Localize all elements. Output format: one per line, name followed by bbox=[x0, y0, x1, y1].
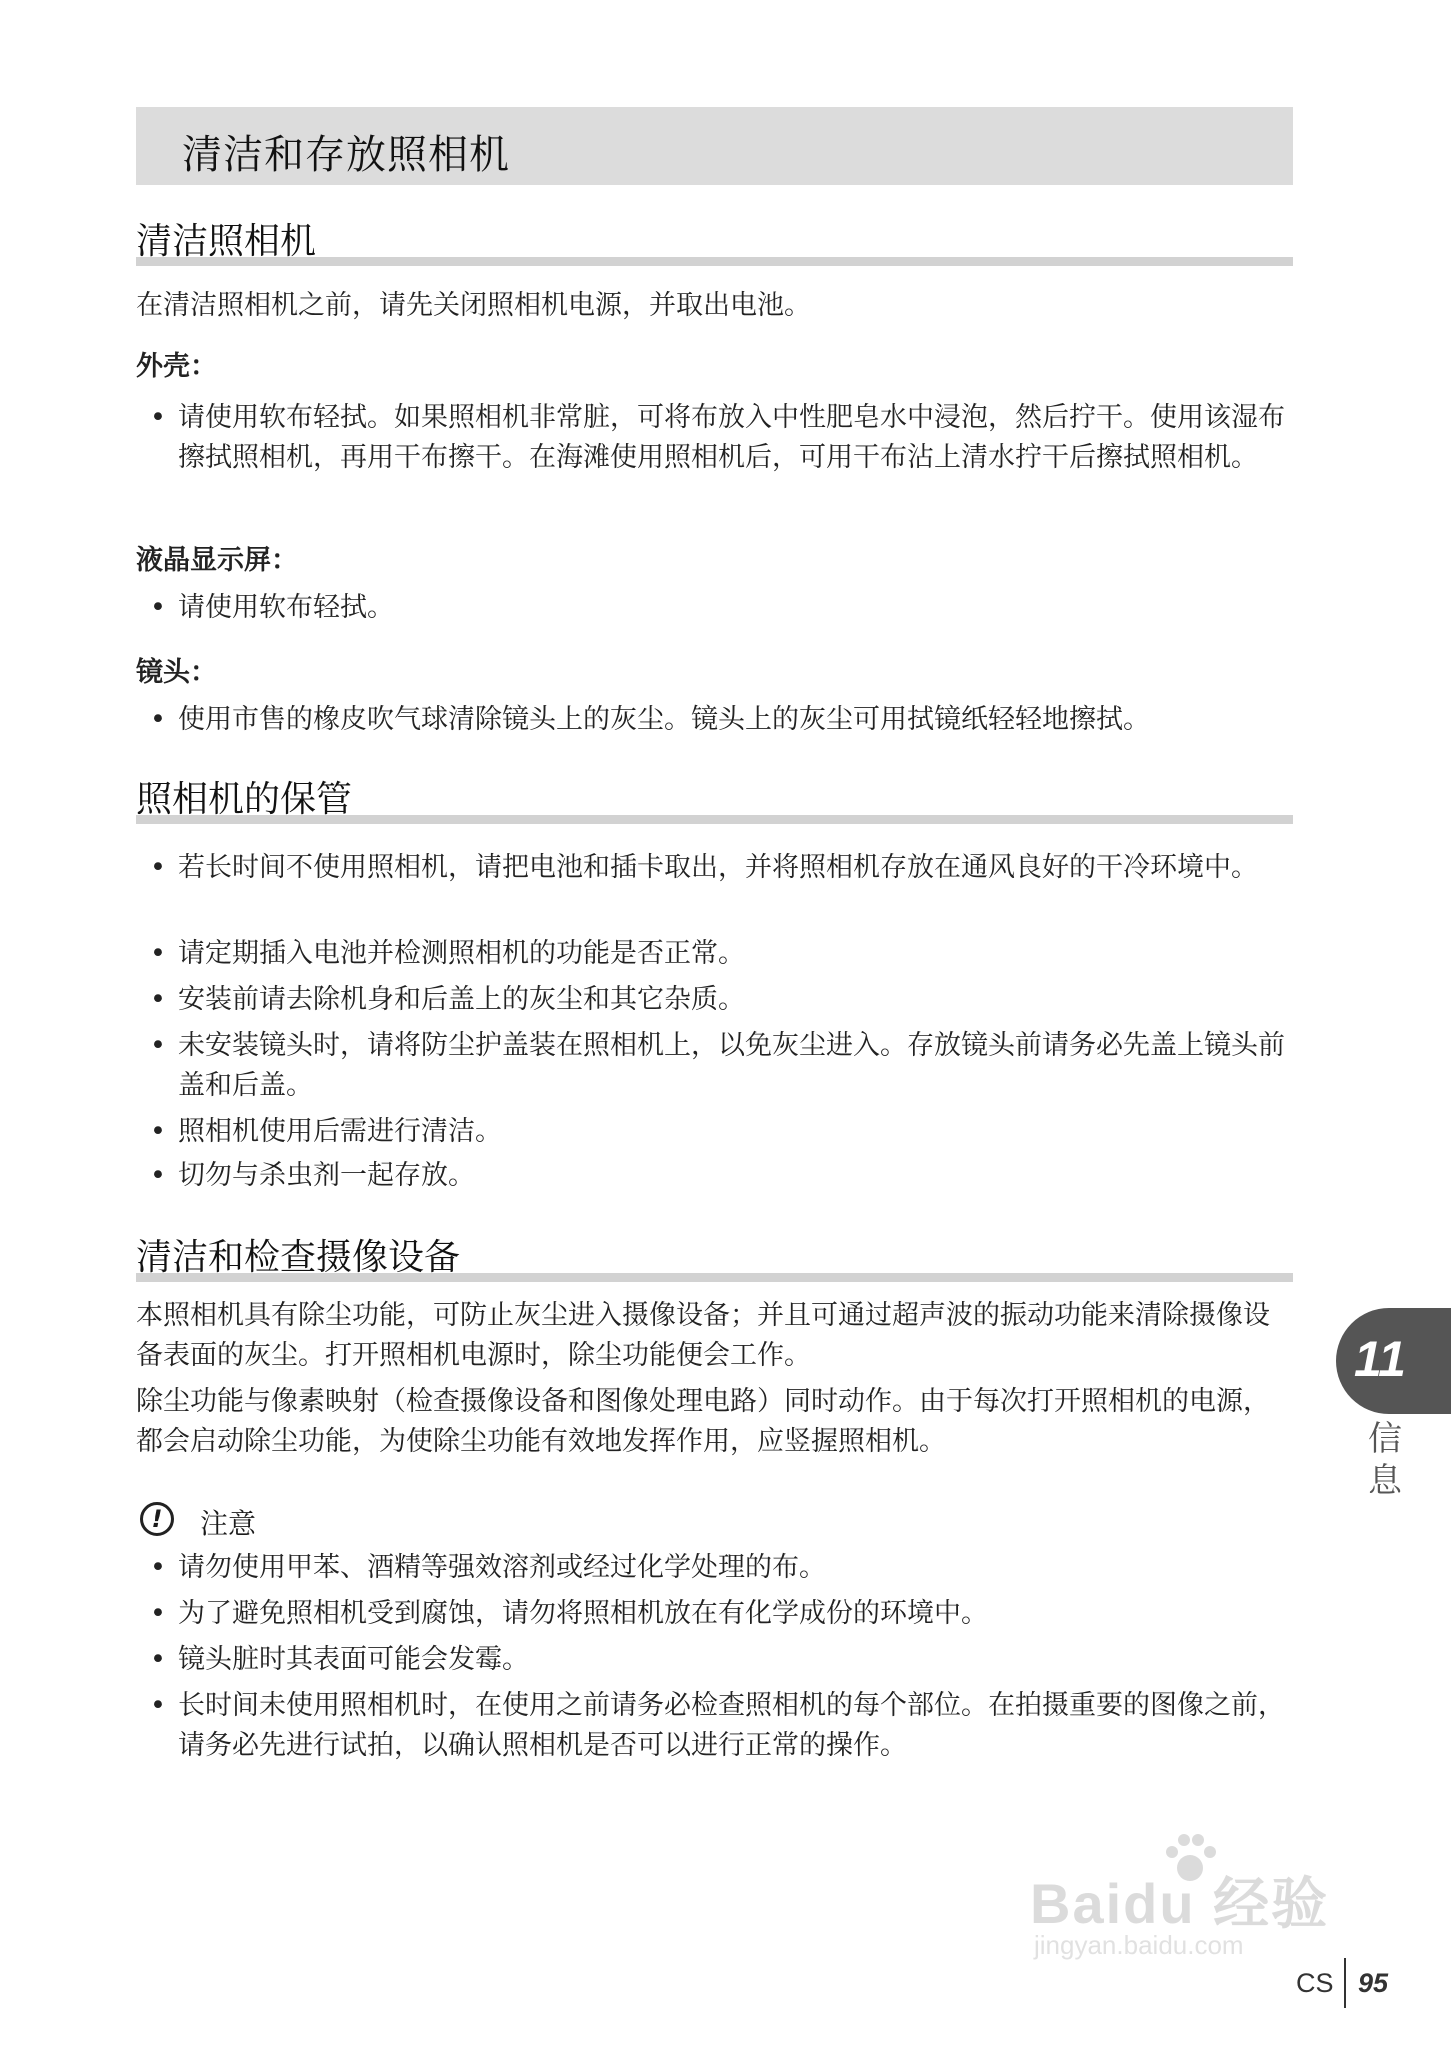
list-item-text: 照相机使用后需进行清洁。 bbox=[178, 1116, 502, 1147]
list-item-text: 请使用软布轻拭。如果照相机非常脏，可将布放入中性肥皂水中浸泡，然后拧干。使用该湿布擦拭照相机，再用干布擦干。在海滩使用照相机后，可用干布沾上清水拧干后擦拭照相机。 bbox=[178, 402, 1285, 473]
list-item bbox=[136, 1548, 1296, 1588]
subheading-exterior: 外壳： bbox=[136, 351, 217, 382]
section-paragraph: 本照相机具有除尘功能，可防止灰尘进入摄像设备；并且可通过超声波的振动功能来清除摄像设备表面的灰尘。打开照相机电源时，除尘功能便会工作。 bbox=[136, 1300, 1270, 1371]
list-item bbox=[136, 1640, 1296, 1680]
list-item-text: 未安装镜头时，请将防尘护盖装在照相机上，以免灰尘进入。存放镜头前请务必先盖上镜头前盖和后盖。 bbox=[178, 1030, 1285, 1101]
section-heading-image-sensor bbox=[136, 1230, 1293, 1282]
bullet-dot: • bbox=[150, 592, 166, 623]
caution-icon: ! bbox=[140, 1502, 174, 1536]
list-item-text: 使用市售的橡皮吹气球清除镜头上的灰尘。镜头上的灰尘可用拭镜纸轻轻地擦拭。 bbox=[178, 704, 1150, 735]
footer-divider bbox=[1344, 1958, 1346, 2008]
section-heading-storage bbox=[136, 772, 1293, 824]
list-item-text: 请使用软布轻拭。 bbox=[178, 592, 394, 623]
subheading-lens: 镜头： bbox=[136, 657, 217, 688]
list-item-text: 请定期插入电池并检测照相机的功能是否正常。 bbox=[178, 938, 745, 969]
chapter-tab bbox=[1336, 1308, 1451, 1414]
list-item bbox=[136, 588, 1296, 628]
list-item bbox=[136, 934, 1296, 974]
section-paragraph: 除尘功能与像素映射（检查摄像设备和图像处理电路）同时动作。由于每次打开照相机的电源，都会启动除尘功能，为使除尘功能有效地发挥作用，应竖握照相机。 bbox=[136, 1386, 1270, 1457]
list-item-text: 为了避免照相机受到腐蚀，请勿将照相机放在有化学成份的环境中。 bbox=[178, 1598, 988, 1629]
list-item-text: 若长时间不使用照相机，请把电池和插卡取出，并将照相机存放在通风良好的干冷环境中。 bbox=[178, 852, 1258, 883]
bullet-dot: • bbox=[150, 1598, 166, 1629]
chapter-number: 11 bbox=[1354, 1331, 1406, 1387]
watermark-url: jingyan.baidu.com bbox=[1034, 1930, 1244, 1960]
baidu-watermark bbox=[1030, 1830, 1360, 1960]
list-item-text: 长时间未使用照相机时，在使用之前请务必检查照相机的每个部位。在拍摄重要的图像之前，请务必先进行试拍，以确认照相机是否可以进行正常的操作。 bbox=[178, 1690, 1285, 1761]
list-item-text: 安装前请去除机身和后盖上的灰尘和其它杂质。 bbox=[178, 984, 745, 1015]
bullet-dot: • bbox=[150, 1160, 166, 1191]
list-item bbox=[136, 1594, 1296, 1634]
list-item bbox=[136, 1686, 1296, 1766]
list-item-text: 镜头脏时其表面可能会发霉。 bbox=[178, 1644, 529, 1675]
list-item bbox=[136, 980, 1296, 1020]
list-item bbox=[136, 848, 1296, 888]
chapter-label: 信息 bbox=[1368, 1419, 1402, 1501]
page-number: 95 bbox=[1358, 1968, 1389, 1998]
list-item-text: 请勿使用甲苯、酒精等强效溶剂或经过化学处理的布。 bbox=[178, 1552, 826, 1583]
bullet-dot: • bbox=[150, 852, 166, 883]
section-intro: 在清洁照相机之前，请先关闭照相机电源，并取出电池。 bbox=[136, 290, 811, 321]
bullet-dot: • bbox=[150, 1690, 166, 1721]
list-item bbox=[136, 1156, 1296, 1196]
note-label: 注意 bbox=[200, 1507, 257, 1540]
bullet-dot: • bbox=[150, 1644, 166, 1675]
list-item bbox=[136, 700, 1296, 740]
subheading-lcd: 液晶显示屏： bbox=[136, 545, 298, 576]
section-title: 清洁和检查摄像设备 bbox=[136, 1237, 461, 1278]
list-item-text: 切勿与杀虫剂一起存放。 bbox=[178, 1160, 475, 1191]
bullet-dot: • bbox=[150, 1116, 166, 1147]
section-title: 照相机的保管 bbox=[136, 779, 353, 820]
bullet-dot: • bbox=[150, 984, 166, 1015]
bullet-dot: • bbox=[150, 1552, 166, 1583]
bullet-dot: • bbox=[150, 938, 166, 969]
list-item bbox=[136, 1112, 1296, 1152]
section-title: 清洁照相机 bbox=[136, 221, 317, 262]
watermark-brand: Baidu 经验 bbox=[1030, 1872, 1330, 1935]
list-item bbox=[136, 398, 1296, 478]
section-heading-cleaning bbox=[136, 214, 1293, 266]
list-item bbox=[136, 1026, 1296, 1106]
language-code: CS bbox=[1296, 1968, 1334, 1998]
page-title: 清洁和存放照相机 bbox=[182, 132, 510, 178]
page-title-bar bbox=[136, 107, 1293, 185]
bullet-dot: • bbox=[150, 704, 166, 735]
bullet-dot: • bbox=[150, 402, 166, 433]
bullet-dot: • bbox=[150, 1030, 166, 1061]
